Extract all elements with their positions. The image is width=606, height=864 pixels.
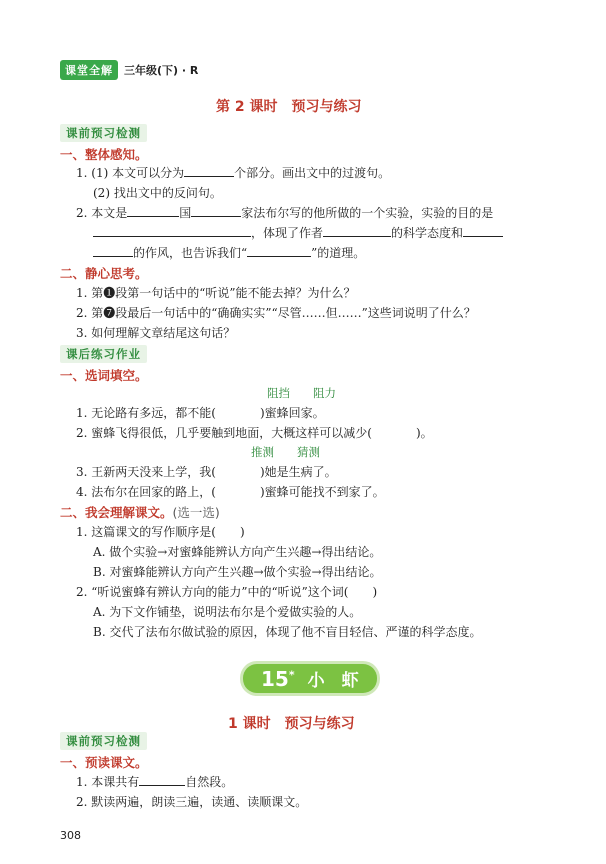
header-badge: 课堂全解 — [60, 60, 118, 80]
section-title-5: 一、预读课文。 — [60, 755, 148, 770]
fill-question-3: 3. 王新两天没来上学，我( )她是生病了。 — [76, 465, 337, 479]
question-2-2: 2. 第❼段最后一句话中的“确确实实”“尽管……但……”这些词说明了什么？ — [76, 306, 476, 320]
lesson-title: 第 2 课时 预习与练习 — [216, 99, 362, 115]
section-title-2: 二、静心思考。 — [60, 266, 148, 281]
lesson-number: 15 — [261, 667, 289, 691]
question-1-1: 1. (1) 本文可以分为 个部分。画出文中的过渡句。 — [76, 166, 391, 180]
question-2-1: 1. 第❶段第一句话中的“听说”能不能去掉？为什么？ — [76, 286, 356, 300]
word-options-2: 推测 猜测 — [251, 445, 320, 459]
preread-question-2: 2. 默读两遍，朗读三遍，读通、读顺课文。 — [76, 795, 308, 809]
fill-question-1: 1. 无论路有多远，都不能( )蜜蜂回家。 — [76, 406, 325, 420]
grade-label: 三年级(下) · R — [124, 64, 199, 77]
choice-1-b: B. 对蜜蜂能辨认方向产生兴趣→做个实验→得出结论。 — [93, 565, 382, 579]
question-1-2: (2) 找出文中的反问句。 — [93, 186, 222, 200]
lesson-15-badge — [243, 664, 377, 693]
section-title-4: 二、我会理解课文。(选一选) — [60, 505, 220, 520]
choice-2-b: B. 交代了法布尔做试验的原因，体现了他不盲目轻信、严谨的科学态度。 — [93, 625, 482, 639]
lesson-name: 小 虾 — [307, 671, 359, 691]
choice-question-2: 2. “听说蜜蜂有辨认方向的能力”中的“听说”这个词( ) — [76, 585, 378, 599]
section-banner-post: 课后练习作业 — [60, 345, 147, 363]
section-banner-pre: 课前预习检测 — [60, 124, 147, 142]
choice-1-a: A. 做个实验→对蜜蜂能辨认方向产生兴趣→得出结论。 — [93, 545, 382, 559]
fill-question-2: 2. 蜜蜂飞得很低，几乎要触到地面，大概这样可以减少( )。 — [76, 426, 433, 440]
question-1-3: 2. 本文是 国 家法布尔写的他所做的一个实验，实验的目的是 — [76, 206, 494, 220]
choice-2-a: A. 为下文作铺垫，说明法布尔是个爱做实验的人。 — [93, 605, 362, 619]
section-banner-pre-2: 课前预习检测 — [60, 732, 147, 750]
word-options-1: 阻挡 阻力 — [267, 386, 336, 400]
preread-question-1: 1. 本课共有 自然段。 — [76, 775, 234, 789]
section-title-3: 一、选词填空。 — [60, 368, 148, 383]
page-number: 308 — [60, 829, 81, 842]
choice-question-1: 1. 这篇课文的写作顺序是( ) — [76, 525, 245, 539]
section-title-1: 一、整体感知。 — [60, 147, 148, 162]
question-2-3: 3. 如何理解文章结尾这句话？ — [76, 326, 236, 340]
question-1-3-cont: ，体现了作者 的科学态度和 — [93, 224, 503, 241]
lesson-star: * — [288, 668, 295, 682]
question-1-3-cont2: 的作风，也告诉我们“ ”的道理。 — [93, 244, 365, 261]
fill-question-4: 4. 法布尔在回家的路上，( )蜜蜂可能找不到家了。 — [76, 485, 385, 499]
lesson-15-title: 1 课时 预习与练习 — [228, 716, 355, 732]
